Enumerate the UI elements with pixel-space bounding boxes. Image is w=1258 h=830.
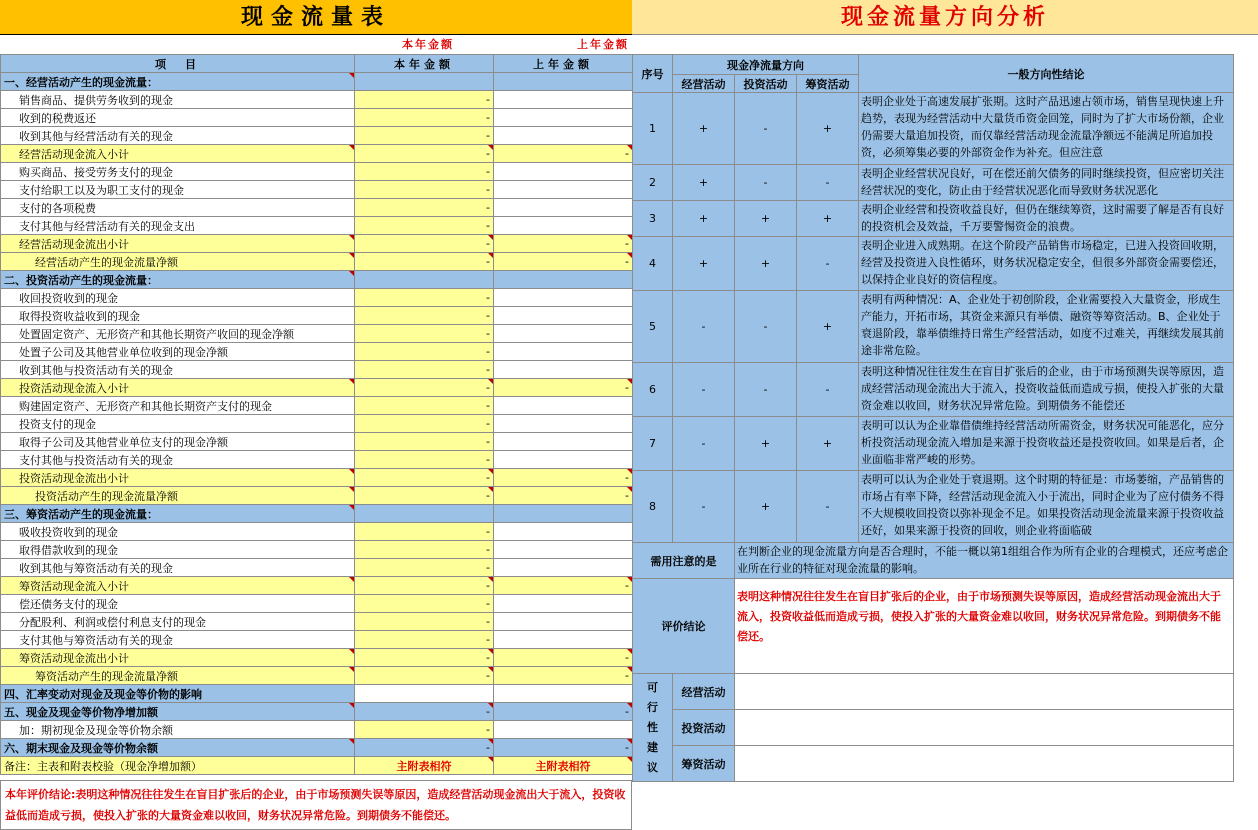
- analysis-operating-sign: +: [673, 201, 735, 237]
- row-item-label: 四、汇率变动对现金及现金等价物的影响: [1, 685, 355, 703]
- analysis-conclusion-text: 表明可以认为企业靠借债维持经营活动所需资金，财务状况可能恶化，应分析投资活动现金流入增加是来源于投资收益还是投资收回。如果是后者，企业面临非常严峻的形势。: [861, 419, 1224, 466]
- row-current-value[interactable]: 主附表相符: [355, 757, 494, 775]
- header-seq: 序号: [633, 55, 673, 93]
- row-item-label: 取得子公司及其他营业单位支付的现金净额: [1, 433, 355, 451]
- header-direction: 现金净流量方向: [673, 55, 859, 75]
- row-item-label: 销售商品、提供劳务收到的现金: [1, 91, 355, 109]
- row-previous-value[interactable]: -: [494, 253, 633, 271]
- table-row: [1, 649, 633, 667]
- analysis-operating-sign: +: [673, 165, 735, 201]
- row-previous-value[interactable]: -: [494, 487, 633, 505]
- table-row: [1, 181, 633, 199]
- direction-analysis-title: 现金流量方向分析: [632, 0, 1258, 35]
- row-current-value[interactable]: -: [355, 217, 494, 235]
- analysis-operating-sign: +: [673, 237, 735, 291]
- analysis-seq: 5: [633, 291, 673, 363]
- cash-flow-table: [0, 54, 633, 775]
- direction-analysis-table: [632, 54, 1234, 782]
- row-previous-value[interactable]: [494, 343, 633, 361]
- attention-text: 在判断企业的现金流量方向是否合理时，不能一概以第1组组合作为所有企业的合理模式，还应考虑企业所在行业的特征对现金流量的影响。: [737, 545, 1228, 575]
- table-row: [1, 307, 633, 325]
- header-investing: 投资活动: [735, 75, 797, 93]
- row-item-label: 投资支付的现金: [1, 415, 355, 433]
- row-previous-value[interactable]: [494, 433, 633, 451]
- row-previous-value[interactable]: [494, 73, 633, 91]
- row-previous-value[interactable]: [494, 271, 633, 289]
- analysis-conclusion: [859, 417, 1234, 471]
- row-previous-value[interactable]: [494, 109, 633, 127]
- year-evaluation-comment: 本年评价结论:表明这种情况往往发生在盲目扩张后的企业，由于市场预测失误等原因，造成经营活动现金流出大于流入，投资收益低而造成亏损，使投入扩张的大量资金难以收回，财务状况异常危险。到期债务不能偿还。: [0, 780, 632, 830]
- row-previous-value[interactable]: -: [494, 379, 633, 397]
- suggestion-label-char: 行: [647, 700, 658, 714]
- row-current-value[interactable]: -: [355, 235, 494, 253]
- header-conclusion: 一般方向性结论: [859, 55, 1234, 93]
- row-item-label: 三、筹资活动产生的现金流量：: [1, 505, 355, 523]
- evaluation-text: 表明这种情况往往发生在盲目扩张后的企业，由于市场预测失误等原因，造成经营活动现金流出大于流入，投资收益低而造成亏损，使投入扩张的大量资金难以收回，财务状况异常危险。到期债务不能偿还。: [737, 590, 1221, 643]
- analysis-investing-sign: +: [735, 237, 797, 291]
- evaluation-label: 评价结论: [633, 579, 735, 674]
- current-year-label: 本年金额: [402, 38, 454, 51]
- row-item-label: 投资活动现金流入小计: [1, 379, 355, 397]
- analysis-row: [633, 237, 1234, 291]
- table-row: [1, 721, 633, 739]
- row-previous-value[interactable]: [494, 361, 633, 379]
- analysis-conclusion-text: 表明企业进入成熟期。在这个阶段产品销售市场稳定，已进入投资回收期，经营及投资进入良性循环，财务状况稳定安全，但很多外部资金需要偿还，以保持企业良好的资信程度。: [861, 239, 1224, 286]
- analysis-investing-sign: +: [735, 471, 797, 543]
- analysis-conclusion-text: 表明可以认为企业处于衰退期。这个时期的特征是：市场萎缩，产品销售的市场占有率下降，经营活动现金流入小于流出，同时企业为了应付债务不得不大规模收回投资以弥补现金不足。如果投资活动现金流量来源于投资收益还好，如果来源于投资的回收，则企业将面临破: [861, 473, 1224, 537]
- row-item-label: 经营活动产生的现金流量净额: [1, 253, 355, 271]
- analysis-financing-sign: +: [797, 417, 859, 471]
- suggestion-label-char: 性: [647, 720, 658, 734]
- row-previous-value[interactable]: [494, 163, 633, 181]
- row-previous-value[interactable]: [494, 685, 633, 703]
- analysis-row: [633, 93, 1234, 165]
- row-previous-value[interactable]: -: [494, 739, 633, 757]
- table-row: [1, 757, 633, 775]
- analysis-conclusion: [859, 93, 1234, 165]
- analysis-financing-sign: +: [797, 201, 859, 237]
- suggestion-input[interactable]: [735, 674, 1234, 710]
- row-current-value[interactable]: -: [355, 649, 494, 667]
- row-current-value[interactable]: -: [355, 199, 494, 217]
- row-current-value[interactable]: -: [355, 181, 494, 199]
- analysis-row: [633, 291, 1234, 363]
- row-current-value[interactable]: -: [355, 127, 494, 145]
- row-previous-value[interactable]: [494, 127, 633, 145]
- suggestion-input[interactable]: [735, 710, 1234, 746]
- table-row: [1, 739, 633, 757]
- table-row: [1, 577, 633, 595]
- row-item-label: 支付其他与经营活动有关的现金支出: [1, 217, 355, 235]
- table-row: [1, 91, 633, 109]
- analysis-conclusion: [859, 471, 1234, 543]
- header-previous: 上年金额: [494, 55, 633, 73]
- row-item-label: 偿还债务支付的现金: [1, 595, 355, 613]
- row-item-label: 处置子公司及其他营业单位收到的现金净额: [1, 343, 355, 361]
- row-current-value[interactable]: [355, 271, 494, 289]
- analysis-conclusion-text: 表明这种情况往往发生在盲目扩张后的企业，由于市场预测失误等原因，造成经营活动现金流出大于流入，投资收益低而造成亏损，使投入扩张的大量资金难以收回，财务状况异常危险。到期债务不能偿还: [861, 365, 1224, 412]
- table-row: [1, 325, 633, 343]
- header-current: 本年金额: [355, 55, 494, 73]
- row-current-value[interactable]: -: [355, 469, 494, 487]
- analysis-seq: 3: [633, 201, 673, 237]
- table-row: [1, 667, 633, 685]
- cash-flow-title: 现金流量表: [0, 0, 632, 35]
- analysis-seq: 8: [633, 471, 673, 543]
- row-item-label: 购建固定资产、无形资产和其他长期资产支付的现金: [1, 397, 355, 415]
- row-current-value[interactable]: -: [355, 361, 494, 379]
- row-item-label: 筹资活动现金流出小计: [1, 649, 355, 667]
- table-row: [1, 73, 633, 91]
- table-header-row: [1, 55, 633, 73]
- analysis-investing-sign: -: [735, 93, 797, 165]
- table-row: [1, 487, 633, 505]
- header-financing: 筹资活动: [797, 75, 859, 93]
- header-operating: 经营活动: [673, 75, 735, 93]
- row-item-label: 支付其他与投资活动有关的现金: [1, 451, 355, 469]
- analysis-conclusion: [859, 165, 1234, 201]
- row-current-value[interactable]: -: [355, 595, 494, 613]
- analysis-seq: 7: [633, 417, 673, 471]
- row-current-value[interactable]: -: [355, 325, 494, 343]
- table-row: [1, 631, 633, 649]
- row-item-label: 经营活动现金流出小计: [1, 235, 355, 253]
- table-row: [1, 343, 633, 361]
- row-current-value[interactable]: -: [355, 91, 494, 109]
- row-current-value[interactable]: -: [355, 613, 494, 631]
- analysis-investing-sign: -: [735, 165, 797, 201]
- year-labels: [0, 35, 632, 54]
- row-previous-value[interactable]: [494, 397, 633, 415]
- row-item-label: 二、投资活动产生的现金流量：: [1, 271, 355, 289]
- analysis-investing-sign: +: [735, 201, 797, 237]
- analysis-financing-sign: -: [797, 471, 859, 543]
- table-row: [1, 469, 633, 487]
- row-current-value[interactable]: -: [355, 415, 494, 433]
- table-row: [1, 163, 633, 181]
- row-item-label: 分配股利、利润或偿付利息支付的现金: [1, 613, 355, 631]
- row-current-value[interactable]: -: [355, 721, 494, 739]
- row-item-label: 支付给职工以及为职工支付的现金: [1, 181, 355, 199]
- row-previous-value[interactable]: -: [494, 469, 633, 487]
- row-previous-value[interactable]: -: [494, 649, 633, 667]
- suggestion-label: [633, 674, 673, 782]
- analysis-conclusion: [859, 237, 1234, 291]
- analysis-financing-sign: -: [797, 363, 859, 417]
- row-previous-value[interactable]: [494, 307, 633, 325]
- row-current-value[interactable]: -: [355, 739, 494, 757]
- row-current-value[interactable]: -: [355, 523, 494, 541]
- row-item-label: 投资活动产生的现金流量净额: [1, 487, 355, 505]
- analysis-seq: 1: [633, 93, 673, 165]
- analysis-operating-sign: +: [673, 93, 735, 165]
- analysis-seq: 6: [633, 363, 673, 417]
- attention-label: 需用注意的是: [633, 543, 735, 579]
- table-row: [1, 595, 633, 613]
- analysis-operating-sign: -: [673, 291, 735, 363]
- row-previous-value[interactable]: [494, 721, 633, 739]
- analysis-investing-sign: -: [735, 291, 797, 363]
- table-row: [1, 433, 633, 451]
- row-previous-value[interactable]: [494, 505, 633, 523]
- analysis-conclusion-text: 表明企业处于高速发展扩张期。这时产品迅速占领市场，销售呈现快速上升趋势，表现为经营活动中大量货币资金回笼，同时为了扩大市场份额，企业仍需要大量追加投资，而仅靠经营活动现金流量净额远不能满足所追加投资，必须筹集必要的外部资金作为补充。但应注意: [861, 95, 1224, 159]
- row-item-label: 取得投资收益收到的现金: [1, 307, 355, 325]
- row-item-label: 筹资活动产生的现金流量净额: [1, 667, 355, 685]
- table-row: [1, 253, 633, 271]
- analysis-row: [633, 201, 1234, 237]
- suggestion-label-char: 议: [647, 760, 658, 774]
- row-current-value[interactable]: [355, 73, 494, 91]
- row-item-label: 经营活动现金流入小计: [1, 145, 355, 163]
- row-item-label: 支付其他与筹资活动有关的现金: [1, 631, 355, 649]
- row-previous-value[interactable]: [494, 631, 633, 649]
- row-item-label: 六、期末现金及现金等价物余额: [1, 739, 355, 757]
- suggestion-activity-label: 投资活动: [673, 710, 735, 746]
- row-previous-value[interactable]: [494, 541, 633, 559]
- table-row: [1, 289, 633, 307]
- row-previous-value[interactable]: 主附表相符: [494, 757, 633, 775]
- row-current-value[interactable]: -: [355, 343, 494, 361]
- row-item-label: 收到的税费返还: [1, 109, 355, 127]
- row-previous-value[interactable]: [494, 523, 633, 541]
- table-row: [1, 127, 633, 145]
- row-item-label: 一、经营活动产生的现金流量：: [1, 73, 355, 91]
- row-previous-value[interactable]: -: [494, 577, 633, 595]
- row-previous-value[interactable]: [494, 325, 633, 343]
- table-row: [1, 217, 633, 235]
- previous-year-label: 上年金额: [577, 38, 629, 51]
- row-previous-value[interactable]: [494, 199, 633, 217]
- row-item-label: 收回投资收到的现金: [1, 289, 355, 307]
- row-current-value[interactable]: -: [355, 433, 494, 451]
- row-previous-value[interactable]: -: [494, 667, 633, 685]
- analysis-financing-sign: -: [797, 237, 859, 291]
- row-item-label: 收到其他与筹资活动有关的现金: [1, 559, 355, 577]
- analysis-conclusion: [859, 363, 1234, 417]
- analysis-row: [633, 363, 1234, 417]
- table-row: [1, 271, 633, 289]
- row-item-label: 处置固定资产、无形资产和其他长期资产收回的现金净额: [1, 325, 355, 343]
- analysis-financing-sign: +: [797, 93, 859, 165]
- row-current-value[interactable]: -: [355, 487, 494, 505]
- table-row: [1, 685, 633, 703]
- row-current-value[interactable]: -: [355, 541, 494, 559]
- row-previous-value[interactable]: [494, 451, 633, 469]
- analysis-row: [633, 471, 1234, 543]
- row-item-label: 购买商品、接受劳务支付的现金: [1, 163, 355, 181]
- row-current-value[interactable]: [355, 505, 494, 523]
- row-current-value[interactable]: -: [355, 145, 494, 163]
- row-previous-value[interactable]: [494, 181, 633, 199]
- row-previous-value[interactable]: [494, 415, 633, 433]
- analysis-conclusion-text: 表明企业经营和投资收益良好，但仍在继续筹资，这时需要了解是否有良好的投资机会及效益，千万要警惕资金的浪费。: [861, 203, 1224, 233]
- row-previous-value[interactable]: -: [494, 703, 633, 721]
- row-item-label: 吸收投资收到的现金: [1, 523, 355, 541]
- table-row: [1, 451, 633, 469]
- analysis-conclusion: [859, 201, 1234, 237]
- row-current-value[interactable]: -: [355, 397, 494, 415]
- table-row: [1, 199, 633, 217]
- attention-text-cell: [735, 543, 1234, 579]
- evaluation-text-cell[interactable]: [735, 579, 1234, 674]
- row-current-value[interactable]: -: [355, 559, 494, 577]
- row-current-value[interactable]: -: [355, 379, 494, 397]
- table-row: [1, 361, 633, 379]
- table-row: [1, 559, 633, 577]
- row-current-value[interactable]: -: [355, 451, 494, 469]
- row-item-label: 收到其他与投资活动有关的现金: [1, 361, 355, 379]
- suggestion-activity-label: 筹资活动: [673, 746, 735, 782]
- row-item-label: 支付的各项税费: [1, 199, 355, 217]
- analysis-row: [633, 165, 1234, 201]
- row-previous-value[interactable]: [494, 613, 633, 631]
- row-previous-value[interactable]: [494, 217, 633, 235]
- table-row: [1, 145, 633, 163]
- row-current-value[interactable]: -: [355, 307, 494, 325]
- analysis-conclusion-text: 表明企业经营状况良好，可在偿还前欠债务的同时继续投资，但应密切关注经营状况的变化，防止由于经营状况恶化而导致财务状况恶化: [861, 167, 1224, 197]
- row-current-value[interactable]: -: [355, 703, 494, 721]
- row-current-value[interactable]: -: [355, 631, 494, 649]
- analysis-operating-sign: -: [673, 417, 735, 471]
- row-previous-value[interactable]: [494, 289, 633, 307]
- suggestion-label-char: 可: [647, 680, 658, 694]
- row-item-label: 投资活动现金流出小计: [1, 469, 355, 487]
- row-previous-value[interactable]: -: [494, 145, 633, 163]
- table-row: [1, 703, 633, 721]
- analysis-investing-sign: +: [735, 417, 797, 471]
- table-row: [1, 613, 633, 631]
- row-item-label: 加：期初现金及现金等价物余额: [1, 721, 355, 739]
- table-row: [1, 235, 633, 253]
- row-item-label: 五、现金及现金等价物净增加额: [1, 703, 355, 721]
- analysis-investing-sign: -: [735, 363, 797, 417]
- row-item-label: 收到其他与经营活动有关的现金: [1, 127, 355, 145]
- table-row: [1, 505, 633, 523]
- table-row: [1, 397, 633, 415]
- table-row: [1, 523, 633, 541]
- table-row: [1, 379, 633, 397]
- row-current-value[interactable]: -: [355, 253, 494, 271]
- analysis-financing-sign: -: [797, 165, 859, 201]
- row-current-value[interactable]: -: [355, 577, 494, 595]
- analysis-conclusion-text: 表明有两种情况：A、企业处于初创阶段，企业需要投入大量资金，形成生产能力，开拓市场，其资金来源只有举债、融资等筹资活动。B、企业处于衰退阶段，靠举债维持日常生产经营活动，如度不过难关，再继续发展其前途非常危险。: [861, 293, 1224, 357]
- row-item-label: 筹资活动现金流入小计: [1, 577, 355, 595]
- analysis-row: [633, 417, 1234, 471]
- suggestion-input[interactable]: [735, 746, 1234, 782]
- header-item: 项 目: [1, 55, 355, 73]
- table-row: [1, 415, 633, 433]
- analysis-operating-sign: -: [673, 471, 735, 543]
- row-item-label: 备注：主表和附表校验（现金净增加额）: [1, 757, 355, 775]
- analysis-operating-sign: -: [673, 363, 735, 417]
- row-previous-value[interactable]: -: [494, 235, 633, 253]
- analysis-financing-sign: +: [797, 291, 859, 363]
- analysis-seq: 2: [633, 165, 673, 201]
- suggestion-label-char: 建: [647, 740, 658, 754]
- row-item-label: 取得借款收到的现金: [1, 541, 355, 559]
- row-current-value[interactable]: -: [355, 289, 494, 307]
- row-current-value[interactable]: -: [355, 163, 494, 181]
- row-current-value[interactable]: -: [355, 667, 494, 685]
- analysis-conclusion: [859, 291, 1234, 363]
- row-current-value[interactable]: [355, 685, 494, 703]
- analysis-seq: 4: [633, 237, 673, 291]
- table-row: [1, 109, 633, 127]
- row-previous-value[interactable]: [494, 559, 633, 577]
- row-previous-value[interactable]: [494, 595, 633, 613]
- table-row: [1, 541, 633, 559]
- row-previous-value[interactable]: [494, 91, 633, 109]
- row-current-value[interactable]: -: [355, 109, 494, 127]
- suggestion-activity-label: 经营活动: [673, 674, 735, 710]
